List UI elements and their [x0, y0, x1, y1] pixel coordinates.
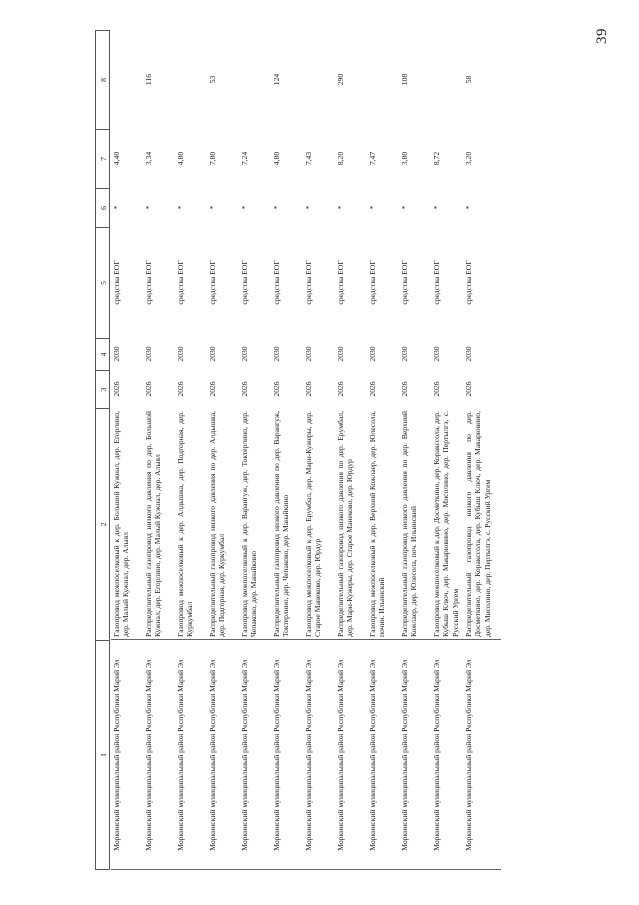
- length-cell: 3,80: [400, 151, 409, 166]
- flag-cell: *: [336, 205, 345, 210]
- start-year-cell: 2026: [208, 381, 217, 397]
- flag-cell: *: [208, 205, 217, 210]
- end-year-cell: 2030: [208, 346, 217, 362]
- district-cell: Моркинский муниципальный район Республики Марий Эл: [176, 659, 185, 851]
- start-year-cell: 2026: [400, 381, 409, 397]
- start-year-cell: 2026: [112, 381, 121, 397]
- end-year-cell: 2030: [112, 346, 121, 362]
- start-year-cell: 2026: [336, 381, 345, 397]
- start-year-cell: 2026: [432, 381, 441, 397]
- column-rule: [111, 869, 501, 870]
- district-cell: Моркинский муниципальный район Республики Марий Эл: [336, 659, 345, 851]
- start-year-cell: 2026: [304, 381, 313, 397]
- value-cell: [430, 30, 462, 129]
- district-cell: Моркинский муниципальный район Республики Марий Эл: [112, 659, 121, 851]
- header-col-6: 6: [95, 188, 110, 227]
- length-cell: 7,24: [240, 151, 249, 166]
- district-cell: Моркинский муниципальный район Республики Марий Эл: [432, 659, 441, 851]
- funding-source-cell: средства ЕОГ: [240, 260, 249, 305]
- funding-source-cell: средства ЕОГ: [464, 260, 473, 305]
- flag-cell: *: [144, 205, 153, 210]
- district-cell: Моркинский муниципальный район Республики Марий Эл: [368, 659, 377, 851]
- data-table: [95, 30, 494, 870]
- header-col-2: 2: [95, 408, 110, 640]
- end-year-cell: 2030: [304, 346, 313, 362]
- length-cell: 4,40: [112, 151, 121, 166]
- district-cell: Моркинский муниципальный район Республики Марий Эл: [400, 659, 409, 851]
- value-cell: [110, 30, 142, 129]
- object-name-cell: Распределительный газопровод низкого давления по дер. Алдышка, дер. Подгорная, дер. Куркумбал: [208, 411, 227, 637]
- end-year-cell: 2030: [400, 346, 409, 362]
- object-name-cell: Газопровод межпоселковый к дер. Верхний Кожлаер, дер. Юлесола, почин. Ильинский: [368, 411, 387, 637]
- end-year-cell: 2030: [336, 346, 345, 362]
- flag-cell: *: [272, 205, 281, 210]
- funding-source-cell: средства ЕОГ: [112, 260, 121, 305]
- flag-cell: *: [400, 205, 409, 210]
- end-year-cell: 2030: [272, 346, 281, 362]
- flag-cell: *: [464, 205, 473, 210]
- page-number: 39: [594, 28, 610, 44]
- value-cell: 58: [464, 75, 473, 84]
- flag-cell: *: [176, 205, 185, 210]
- length-cell: 8,20: [336, 151, 345, 166]
- header-col-1: 1: [95, 640, 110, 870]
- object-name-cell: Газопровод межпоселковый к дер. Большой Кужнал, дер. Егорлино, дер. Малый Кужнал, дер. Алыял: [112, 411, 131, 637]
- value-cell: [366, 30, 398, 129]
- length-cell: 3,20: [464, 151, 473, 166]
- value-cell: 116: [144, 73, 153, 86]
- end-year-cell: 2030: [240, 346, 249, 362]
- value-cell: [302, 30, 334, 129]
- funding-source-cell: средства ЕОГ: [304, 260, 313, 305]
- flag-cell: *: [432, 205, 441, 210]
- value-cell: 53: [208, 75, 217, 84]
- value-cell: 108: [400, 73, 409, 86]
- object-name-cell: Распределительный газопровод низкого давления по дер. Досметкино, дер. Коракссола, дер. Кубыш Ключ, дер. Макарювино, дер. Мисолино, дер. Пертылгэ, с. Русский Ургем: [464, 411, 492, 637]
- header-col-7: 7: [95, 129, 110, 188]
- start-year-cell: 2026: [176, 381, 185, 397]
- end-year-cell: 2030: [144, 346, 153, 362]
- length-cell: 4,80: [272, 151, 281, 166]
- flag-cell: *: [368, 205, 377, 210]
- object-name-cell: Газопровод межпоселковый к дер. Варангуж, дер. Токтерлино, дер. Чепаково, дер. Манайкино: [240, 411, 259, 637]
- object-name-cell: Газопровод межпоселковый к дер. Алдышка, дер. Подгорная, дер. Куркумбал: [176, 411, 195, 637]
- funding-source-cell: средства ЕОГ: [400, 260, 409, 305]
- length-cell: 7,47: [368, 151, 377, 166]
- value-cell: 290: [336, 73, 345, 86]
- district-cell: Моркинский муниципальный район Республики Марий Эл: [208, 659, 217, 851]
- header-col-5: 5: [95, 227, 110, 338]
- length-cell: 7,80: [208, 151, 217, 166]
- flag-cell: *: [112, 205, 121, 210]
- object-name-cell: Распределительный газопровод низкого давления по дер. Верхний Кожлаер, дер. Юлесола, поч. Ильинский: [400, 411, 419, 637]
- column-rule: [111, 639, 501, 640]
- value-cell: 124: [272, 73, 281, 86]
- end-year-cell: 2030: [464, 346, 473, 362]
- start-year-cell: 2026: [240, 381, 249, 397]
- start-year-cell: 2026: [368, 381, 377, 397]
- district-cell: Моркинский муниципальный район Республики Марий Эл: [144, 659, 153, 851]
- header-col-8: 8: [95, 30, 110, 129]
- object-name-cell: Распределительный газопровод низкого давления по дер. Ерумбал, дер. Мари-Кужеры, дер. Старое Манеково, дер. Юрдур: [336, 411, 355, 637]
- flag-cell: *: [304, 205, 313, 210]
- end-year-cell: 2030: [368, 346, 377, 362]
- rotated-table-frame: [95, 30, 535, 870]
- object-name-cell: Газопровод межпоселковый к дер. Досметкино, дер. Коракссола, дер. Кубыш Ключ, дер. Макарювино, дер. Мисолино, дер. Пертылгэ, с. Русский Ургем: [432, 411, 460, 637]
- length-cell: 4,80: [176, 151, 185, 166]
- funding-source-cell: средства ЕОГ: [144, 260, 153, 305]
- district-cell: Моркинский муниципальный район Республики Марий Эл: [464, 659, 473, 851]
- value-cell: [174, 30, 206, 129]
- object-name-cell: Газопровод межпоселковый к дер. Ерумбал, дер. Мари-Кужеры, дер. Старое Манеково, дер. Юрдур: [304, 411, 323, 637]
- funding-source-cell: средства ЕОГ: [176, 260, 185, 305]
- funding-source-cell: средства ЕОГ: [432, 260, 441, 305]
- start-year-cell: 2026: [144, 381, 153, 397]
- object-name-cell: Распределительный газопровод низкого давления по дер. Варангуж, Токтерлино, дер. Чепаково, дер. Манайкино: [272, 411, 291, 637]
- district-cell: Моркинский муниципальный район Республики Марий Эл: [240, 659, 249, 851]
- district-cell: Моркинский муниципальный район Республики Марий Эл: [272, 659, 281, 851]
- start-year-cell: 2026: [464, 381, 473, 397]
- flag-cell: *: [240, 205, 249, 210]
- funding-source-cell: средства ЕОГ: [208, 260, 217, 305]
- object-name-cell: Распределительный газопровод низкого давления по дер. Большой Кужнал, дер. Егорлино, дер. Малый Кужнал, дер. Алыял: [144, 411, 163, 637]
- funding-source-cell: средства ЕОГ: [272, 260, 281, 305]
- end-year-cell: 2030: [432, 346, 441, 362]
- end-year-cell: 2030: [176, 346, 185, 362]
- length-cell: 8,72: [432, 151, 441, 166]
- district-cell: Моркинский муниципальный район Республики Марий Эл: [304, 659, 313, 851]
- value-cell: [238, 30, 270, 129]
- start-year-cell: 2026: [272, 381, 281, 397]
- header-col-4: 4: [95, 338, 110, 370]
- length-cell: 7,43: [304, 151, 313, 166]
- funding-source-cell: средства ЕОГ: [336, 260, 345, 305]
- header-col-3: 3: [95, 370, 110, 408]
- funding-source-cell: средства ЕОГ: [368, 260, 377, 305]
- length-cell: 3,34: [144, 151, 153, 166]
